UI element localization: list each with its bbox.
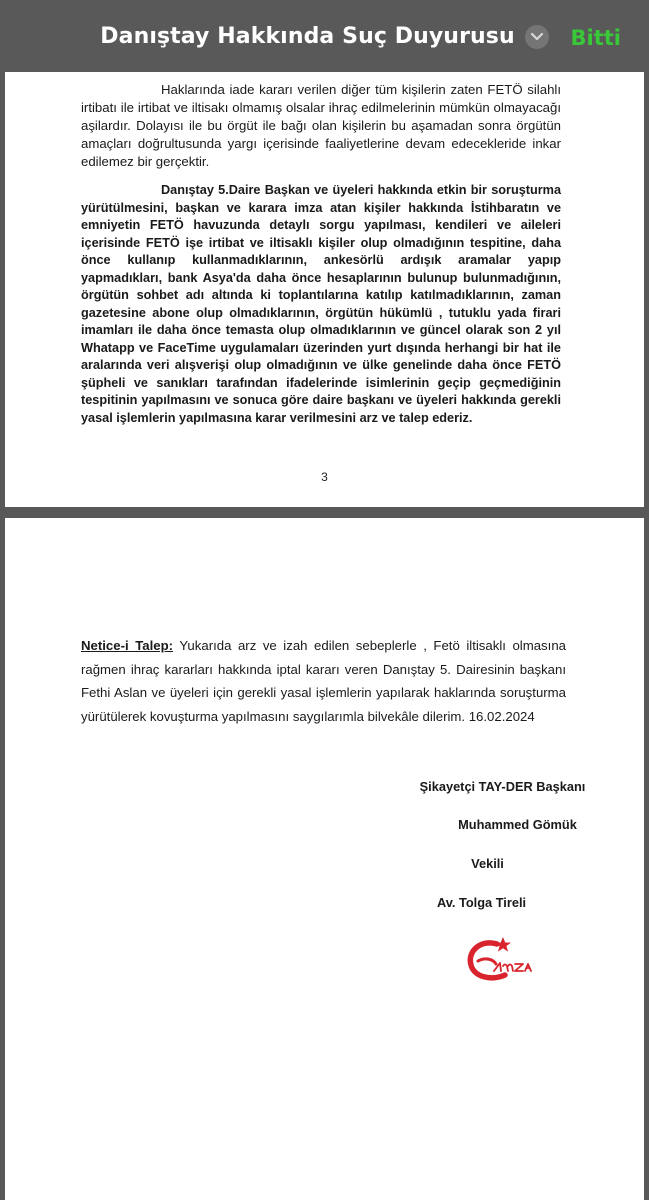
- title-menu-button[interactable]: [525, 25, 549, 49]
- paragraph-2: Danıştay 5.Daire Başkan ve üyeleri hakkında etkin bir soruşturma yürütülmesini, başkan ve karara imza atan kişiler hakkında İstihbaratın ve emniyetin FETÖ havuzunda detaylı sorgu yapılması, kendileri ve aileleri içerisinde FETÖ işe irtibat ve iltisaklı kişiler olup olmadığının tespitine, daha önce kullanıp kullanmadıklarının, ankesörlü ardışık aramalar yapıp yapmadıkları, bank Asya'da daha önce hesaplarının bulunup bulunmadığının, örgütün sohbet adı altında ki toplantılarına katılıp katılmadıklarının, zaman gazetesine abone olup olmadıklarının, örgütün hükümlü , tutuklu yada firari imamları ile daha önce temasta olup olmadıklarının ve güncel olarak son 2 yıl Whatapp ve FaceTime uygulamaları üzerinden yurt dışında herhangi bir hat ile aralarında veri alışverişi olup olmadığının ve ülke genelinde daha önce FETÖ şüpheli ve sanıkları tarafından ifadelerinde isimlerinin geçip geçmediğinin tespitinin yapılmasını ve sonuca göre daire başkanı ve üyeleri hakkında gerekli yasal işlemlerin yapılmasına karar verilmesini arz ve talep ederiz.: [81, 183, 561, 425]
- request-text: Yukarıda arz ve izah edilen sebeplerle , Fetö iltisaklı olmasına rağmen ihraç kararları hakkında iptal kararı veren Danıştay 5. Dairesinin başkanı Fethi Aslan ve üyeleri için gerekli yasal işlemlerin yapılarak haklarında soruşturma yürütülerek kovuşturma yapılmasını saygılarımla bilvekâle dilerim. 16.02.2024: [81, 638, 566, 724]
- navigation-bar: [0, 0, 649, 72]
- request-label: Netice-i Talep:: [81, 638, 174, 653]
- signature-complainant: Şikayetçi TAY-DER Başkanı: [419, 779, 586, 794]
- signature-attorney: Av. Tolga Tireli: [436, 895, 527, 910]
- chevron-down-icon: [530, 31, 544, 43]
- signature-name: Muhammed Gömük: [458, 817, 577, 832]
- done-button[interactable]: Bitti: [570, 26, 621, 50]
- paragraph-1: Haklarında iade kararı verilen diğer tüm kişilerin zaten FETÖ silahlı irtibatı ile irtibat ve iltisakı olmamış olsalar ihraç edilmelerinin mümkün olmayacağı aşilardır. Dolayısı ile bu örgüt ile bağı olan kişilerin bu aşamadan sonra örgütün amaçları doğrultusunda yargı içerisinde faaliyetlerine devam edecekleride inkar edilemez bir gerçektir.: [81, 82, 561, 170]
- document-title: Danıştay Hakkında Suç Duyurusu: [100, 24, 515, 49]
- document-page-4: [5, 518, 644, 1200]
- document-page-3: [5, 72, 644, 507]
- page-number: 3: [321, 470, 328, 484]
- signature-role: Vekili: [471, 856, 504, 871]
- e-imza-logo: [465, 935, 555, 985]
- title-group: [0, 24, 649, 49]
- request-paragraph: [81, 634, 566, 728]
